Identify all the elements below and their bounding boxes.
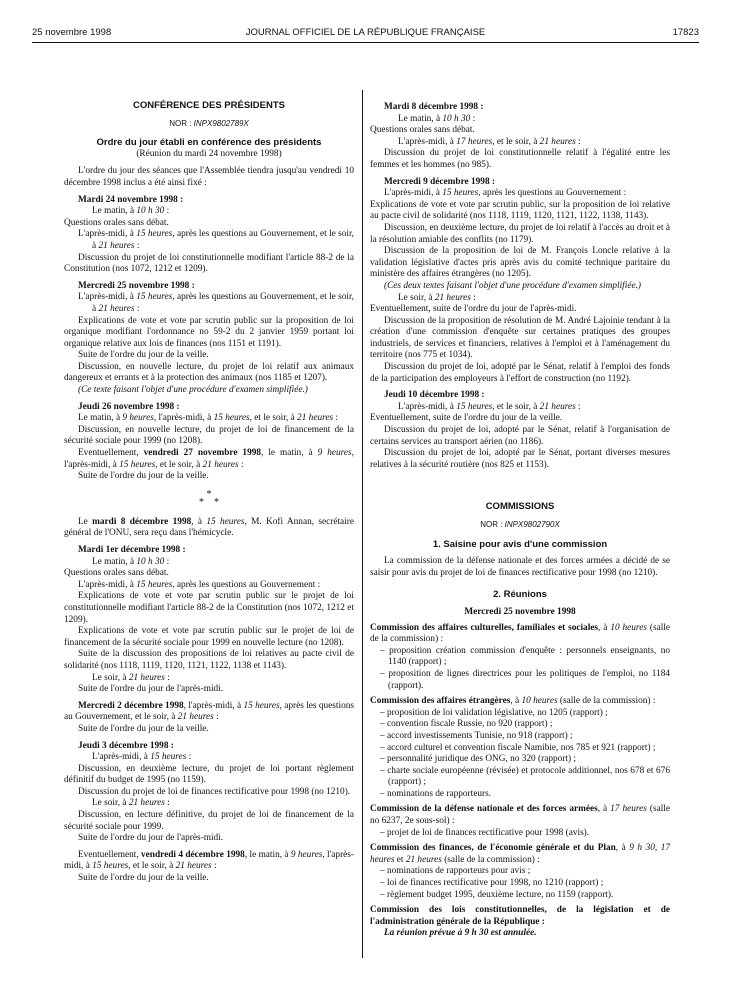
agenda-line: Suite de la discussion des propositions de loi relatives au pacte civil de solidarité (nos 1118, 1119, 1120, 1121, 1122, 1138 et 1143). (64, 649, 354, 671)
agenda-line: L'après-midi, à 15 heures, et le soir, à 21 heures : (398, 401, 581, 412)
agenda-line: Eventuellement, suite de l'ordre du jour de la veille. (370, 413, 563, 424)
agenda-line: Discussion de la proposition de résolution de M. André Lajoinie tendant à la création d'une commission d'enquête sur certaines pratiques des groupes industriels, de services et financiers, relatives à l'emploi et à l'aménagement du territoire (nos 775 et 1034). (370, 315, 670, 361)
agenda-line: Le soir, à 21 heures : (92, 798, 170, 809)
agenda-line: Explications de vote et vote par scrutin public, sur la proposition de loi relative au pacte civil de solidarité (nos 1118, 1119, 1120, 1121, 1122, 1138, 1143). (370, 199, 670, 222)
agenda-subtitle: Ordre du jour établi en conférence des présidents (96, 137, 322, 149)
agenda-line: L'après-midi, à 15 heures, après les questions au Gouvernement, et le soir, à 21 heures : (78, 229, 355, 251)
agenda-line: Mercredi 2 décembre 1998, l'après-midi, à 15 heures, après les questions au Gouvernement, et le soir, à 21 heures : (64, 700, 355, 723)
nor-line (64, 118, 354, 130)
agenda-line: Explications de vote et vote par scrutin public sur la proposition de loi organique modifiant l'ordonnance no 59-2 du 2 janvier 1959 portant loi organique relative aux lois de finances (nos 1151 et 1191). (64, 315, 354, 349)
section-title-conference: CONFÉRENCE DES PRÉSIDENTS (132, 100, 286, 111)
commission-heading: Commission des lois constitutionnelles, de la législation et de l'administration générale de la République : (370, 905, 670, 927)
agenda-line: Suite de l'ordre du jour de la veille. (78, 471, 209, 482)
list-item: – règlement budget 1995, deuxième lecture, no 1159 (rapport). (380, 889, 614, 900)
column-divider (362, 90, 363, 958)
left-column (64, 94, 354, 885)
date-heading: Jeudi 10 décembre 1998 : (384, 390, 485, 401)
list-item: – nominations de rapporteurs. (380, 788, 492, 799)
agenda-line: Discussion de la proposition de loi de M. François Loncle relative à la validation législative d'actes pris après avis du comité technique paritaire du ministère des affaires étrangères (no 1205). (370, 246, 670, 280)
agenda-line: Suite de l'ordre du jour de la veille. (78, 350, 209, 361)
header-journal: JOURNAL OFFICIEL DE LA RÉPUBLIQUE FRANÇAISE (245, 27, 486, 38)
agenda-line: L'après-midi, à 15 heures, après les questions au Gouvernement, et le soir, à 21 heures : (78, 292, 355, 314)
list-item: – personnalité juridique des ONG, no 320 (rapport) ; (380, 754, 576, 765)
agenda-line: Discussion, en lecture définitive, du projet de loi de financement de la sécurité sociale pour 1999. (64, 810, 354, 832)
star-bottom: * * (199, 496, 219, 508)
list-item: – proposition création commission d'enquête : personnels enseignants, no 1140 (rapport) ; (380, 645, 670, 668)
agenda-line: Le soir, à 21 heures : (398, 292, 476, 303)
date-heading: Mardi 8 décembre 1998 : (384, 102, 484, 112)
agenda-line: Le matin, à 10 h 30 : (92, 556, 170, 567)
list-item: – nominations de rapporteurs pour avis ; (380, 866, 531, 877)
nor-label: NOR : (169, 118, 192, 128)
agenda-line: Suite de l'ordre du jour de l'après-midi. (78, 833, 224, 844)
agenda-line: Discussion du projet de loi, adopté par le Sénat, relatif à l'emploi des fonds de la participation des employeurs à l'effort de construction (no 1192). (370, 362, 670, 384)
agenda-line: Eventuellement, vendredi 4 décembre 1998, le matin, à 9 heures, l'après-midi, à 15 heures, et le soir, à 21 heures : (64, 849, 355, 872)
agenda-line: Explications de vote et vote par scrutin public sur le projet de loi constitutionnelle modifiant l'article 88-2 de la Constitution (nos 1072, 1212 et 1209). (64, 591, 354, 625)
agenda-line: Explications de vote et vote par scrutin public sur le projet de loi de financement de la sécurité sociale pour 1999 en nouvelle lecture (no 1208). (64, 626, 354, 648)
agenda-line: Le matin, à 9 heures, l'après-midi, à 15 heures, et le soir, à 21 heures : (78, 413, 339, 424)
subsection-title: 2. Réunions (493, 589, 547, 601)
star-top: * (206, 488, 212, 500)
agenda-line: Discussion du projet de loi, adopté par le Sénat, portant diverses mesures relatives à la sécurité routière (nos 825 et 1153). (370, 448, 670, 470)
agenda-line: Questions orales sans débat. (370, 125, 475, 136)
meeting-date: Mercredi 25 novembre 1998 (464, 606, 576, 617)
list-item: – projet de loi de finances rectificative pour 1998 (avis). (380, 827, 590, 838)
agenda-line: Discussion, en deuxième lecture, du projet de loi portant règlement définitif du budget de 1995 (no 1159). (64, 763, 354, 786)
separator-stars (64, 488, 354, 508)
list-item: – accord culturel et convention fiscale Namibie, nos 785 et 921 (rapport) ; (380, 742, 656, 753)
agenda-subtitle-2: (Réunion du mardi 24 novembre 1998) (136, 148, 282, 159)
saisine-paragraph: La commission de la défense nationale et des forces armées a décidé de se saisir pour avis du projet de loi de finances rectificative pour 1998 (no 1210). (370, 556, 670, 578)
agenda-line: L'après-midi, à 15 heures, après les questions au Gouvernement : (78, 579, 321, 590)
agenda-line: Le soir, à 21 heures : (92, 672, 170, 683)
list-item: – convention fiscale Russie, no 920 (rapport) ; (380, 719, 553, 730)
header-rule (32, 42, 699, 43)
agenda-line: Eventuellement, vendredi 27 novembre 1998, le matin, à 9 heures, l'après-midi, à 15 heures, et le soir, à 21 heures : (64, 448, 354, 470)
list-item: – loi de finances rectificative pour 1998, no 1210 (rapport) ; (380, 878, 604, 889)
commission-note: La réunion prévue à 9 h 30 est annulée. (384, 928, 537, 939)
list-item: – proposition de lignes directrices pour les politiques de l'emploi, no 1184 (rapport). (380, 668, 670, 691)
nor-code: INPX9802789X (193, 118, 249, 128)
nor-line (370, 519, 670, 531)
agenda-line: L'après-midi, à 15 heures, après les questions au Gouvernement : (384, 188, 627, 199)
agenda-line: Discussion du projet de loi constitutionnelle modifiant l'article 88-2 de la Constitution (nos 1072, 1212 et 1209). (64, 252, 354, 275)
agenda-line: Discussion, en nouvelle lecture, du projet de loi de financement de la sécurité sociale pour 1999 (no 1208). (64, 424, 354, 447)
date-heading: Mardi 24 novembre 1998 : (78, 194, 184, 205)
commission-heading: Commission des affaires étrangères, à 10 heures (salle de la commission) : (370, 696, 656, 707)
agenda-line: Le matin, à 10 h 30 : (92, 206, 170, 217)
commission-heading: Commission de la défense nationale et des forces armées, à 17 heures (salle no 6237, 2e sous-sol) : (370, 804, 671, 827)
commission-items (370, 866, 670, 901)
agenda-line: L'après-midi, à 15 heures : (92, 752, 192, 763)
commission-heading: Commission des affaires culturelles, familiales et sociales, à 10 heures (salle de la commission) : (370, 622, 671, 645)
agenda-line: Questions orales sans débat. (64, 217, 169, 228)
agenda-note: (Ce texte faisant l'objet d'une procédure d'examen simplifiée.) (78, 385, 308, 396)
agenda-line: Suite de l'ordre du jour de la veille. (78, 873, 209, 884)
commission-items (370, 708, 670, 801)
subsection-title: 1. Saisine pour avis d'une commission (432, 538, 608, 550)
right-column (370, 94, 670, 940)
date-heading: Mardi 1er décembre 1998 : (78, 545, 186, 555)
list-item: – proposition de loi validation législative, no 1205 (rapport) ; (380, 707, 608, 718)
commission-items (370, 828, 670, 840)
header-date: 25 novembre 1998 (32, 27, 112, 38)
agenda-line: Le matin, à 10 h 30 : (398, 113, 476, 124)
agenda-line: Discussion du projet de loi constitutionnelle relatif à l'égalité entre les femmes et les hommes (no 985). (370, 148, 670, 170)
agenda-line: Suite de l'ordre du jour de la veille. (78, 723, 209, 734)
section-title-commissions: COMMISSIONS (485, 501, 555, 513)
agenda-line: Questions orales sans débat. (64, 568, 169, 579)
agenda-line: Discussion du projet de loi de finances rectificative pour 1998 (no 1210). (78, 786, 351, 797)
date-heading: Mercredi 25 novembre 1998 : (78, 280, 195, 291)
commission-items (370, 646, 670, 692)
agenda-line: Discussion du projet de loi, adopté par le Sénat, relatif à l'organisation de certains services au transport aérien (no 1186). (370, 425, 670, 447)
list-item: – accord investissements Tunisie, no 918 (rapport) ; (380, 730, 573, 741)
agenda-line: Eventuellement, suite de l'ordre du jour de l'après-midi. (370, 304, 577, 315)
date-heading: Mercredi 9 décembre 1998 : (384, 176, 496, 187)
commission-heading: Commission des finances, de l'économie générale et du Plan, à 9 h 30, 17 heures et 21 heures (salle de la commission) : (370, 843, 671, 865)
nor-code: INPX9802790X (504, 520, 560, 529)
header-page-number: 17823 (672, 27, 699, 38)
date-heading: Jeudi 26 novembre 1998 : (78, 401, 180, 412)
agenda-line: Discussion, en deuxième lecture, du projet de loi relatif à l'accès au droit et à la résolution amiable des conflits (no 1179). (370, 222, 670, 245)
list-item: – charte sociale européenne (révisée) et protocole additionnel, nos 678 et 676 (rapport) ; (380, 765, 670, 788)
annan-paragraph: Le mardi 8 décembre 1998, à 15 heures, M. Kofi Annan, secrétaire général de l'ONU, sera reçu dans l'hémicycle. (64, 516, 354, 539)
agenda-line: Discussion, en nouvelle lecture, du projet de loi relatif aux animaux dangereux et errants et à la protection des animaux (nos 1185 et 1207). (64, 361, 354, 384)
date-heading: Jeudi 3 décembre 1998 : (78, 740, 174, 751)
agenda-line: Suite de l'ordre du jour de l'après-midi. (78, 684, 224, 695)
agenda-line: L'après-midi, à 17 heures, et le soir, à 21 heures : (398, 136, 581, 147)
intro-paragraph: L'ordre du jour des séances que l'Assemblée tiendra jusqu'au vendredi 10 décembre 1998 inclus a été ainsi fixé : (64, 166, 354, 188)
agenda-note: (Ces deux textes faisant l'objet d'une procédure d'examen simplifiée.) (384, 280, 641, 291)
nor-label: NOR : (480, 520, 503, 529)
